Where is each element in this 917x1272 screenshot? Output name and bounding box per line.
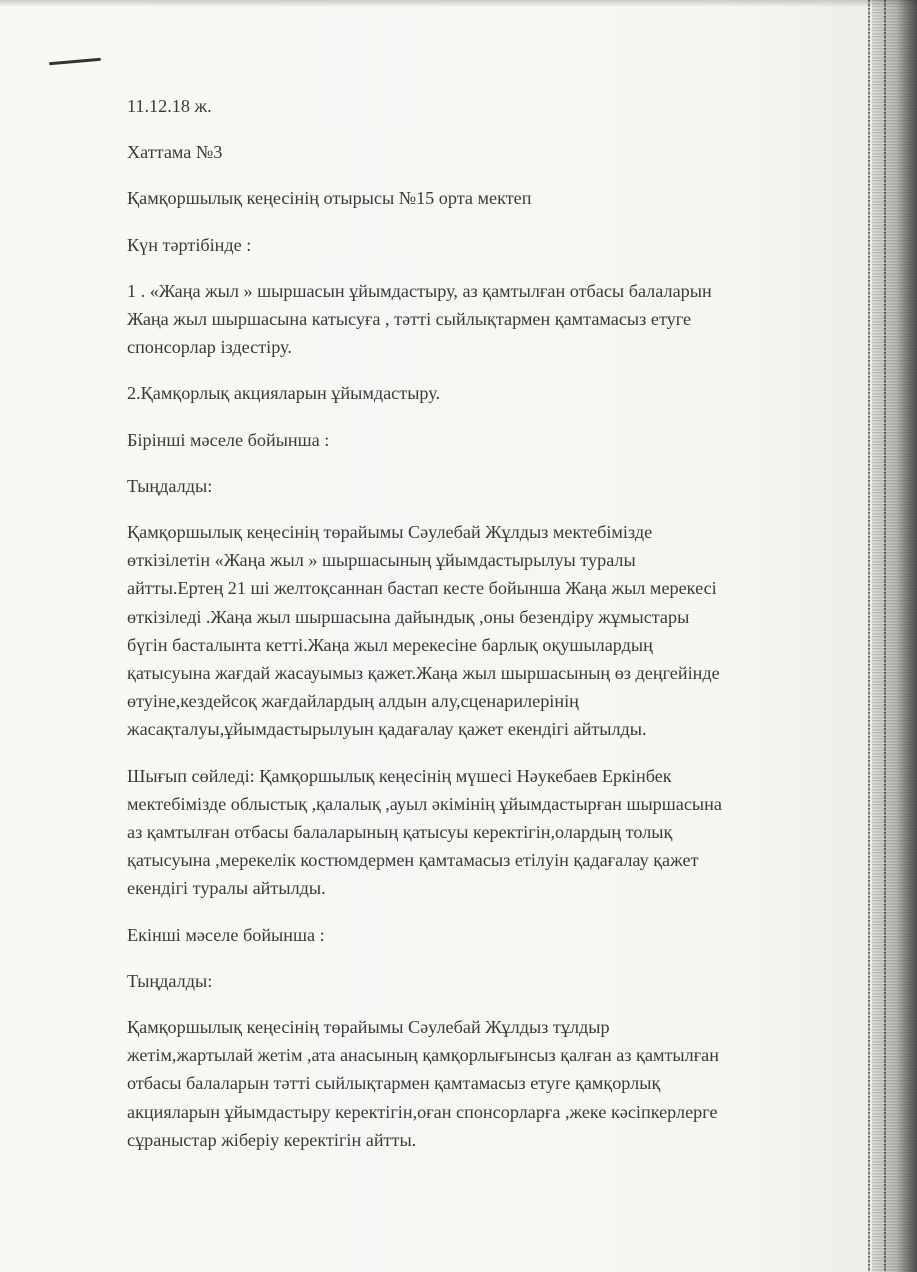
agenda-item — [127, 277, 827, 362]
meeting-title: Қамқоршылық кеңесінің отырысы №15 орта мектеп — [127, 188, 532, 209]
document-date: 11.12.18 ж. — [127, 96, 212, 116]
listened-heading: Тыңдалды: — [127, 475, 213, 496]
text-line: акцияларын ұйымдастыру керектігін,оған спонсорларға ,жеке кәсіпкерлерге — [127, 1101, 718, 1122]
pen-mark — [49, 58, 101, 66]
second-issue-heading: Екінші мәселе бойынша : — [127, 924, 325, 945]
first-issue-paragraph — [127, 518, 827, 744]
agenda-heading: Күн тәртібінде : — [127, 234, 252, 255]
text-line: Жаңа жыл шыршасына катысуға , тәтті сыйлықтармен қамтамасыз етуге — [127, 309, 692, 330]
text-line: сұраныстар жіберіу керектігін айтты. — [127, 1129, 417, 1150]
protocol-number: Хаттама №3 — [127, 142, 223, 163]
scan-edge-line — [884, 0, 886, 1272]
text-line: өтуіне,кездейсоқ жағдайлардың алдын алу,сценарилерінің — [127, 691, 579, 712]
spoke-paragraph — [127, 762, 827, 903]
text-line: 1 . «Жаңа жыл » шыршасын ұйымдастыру, аз қамтылған отбасы балаларын — [127, 280, 712, 301]
listened-heading: Тыңдалды: — [127, 970, 213, 991]
text-line: қатысуына жағдай жасауымыз қажет.Жаңа жыл шыршасының өз деңгейінде — [127, 663, 720, 684]
text-line: Шығып сөйледі: Қамқоршылық кеңесінің мүшесі Нәукебаев Еркінбек — [127, 765, 672, 786]
scan-right-edge — [872, 0, 917, 1272]
text-line: отбасы балаларын тәтті сыйлықтармен қамтамасыз етуге қамқорлық — [127, 1073, 661, 1094]
text-line: Қамқоршылық кеңесінің төрайымы Сәулебай Жұлдыз тұлдыр — [127, 1017, 610, 1038]
first-issue-heading: Бірінші мәселе бойынша : — [127, 429, 330, 450]
scan-top-edge — [0, 0, 917, 7]
text-line: мектебімізде облыстық ,қалалық ,ауыл әкімінің ұйымдастырған шыршасына — [127, 793, 722, 814]
text-line: бүгін басталынта кетті.Жаңа жыл мерекесіне барлық оқушылардың — [127, 634, 653, 655]
text-line: спонсорлар іздестіру. — [127, 337, 292, 358]
scan-edge-line — [868, 0, 870, 1272]
second-issue-paragraph — [127, 1013, 827, 1154]
text-line: аз қамтылған отбасы балаларының қатысуы керектігін,олардың толық — [127, 822, 673, 843]
text-line: Қамқоршылық кеңесінің төрайымы Сәулебай Жұлдыз мектебімізде — [127, 522, 653, 543]
text-line: екендігі туралы айтылды. — [127, 878, 326, 899]
text-line: жетім,жартылай жетім ,ата анасының қамқорлығынсыз қалған аз қамтылған — [127, 1045, 719, 1066]
text-line: 2.Қамқорлық акцияларын ұйымдастыру. — [127, 383, 441, 404]
text-line: өткізіледі .Жаңа жыл шыршасына дайындық ,оны безендіру жұмыстары — [127, 606, 690, 627]
text-line: қатысуына ,мерекелік костюмдермен қамтамасыз етілуін қадағалау қажет — [127, 850, 699, 871]
agenda-item — [127, 379, 827, 407]
text-line: өткізілетін «Жаңа жыл » шыршасының ұйымдастырылуы туралы — [127, 550, 636, 571]
text-line: жасақталуы,ұйымдастырылуын қадағалау қажет екендігі айтылды. — [127, 719, 647, 740]
document-body — [127, 92, 827, 1172]
text-line: айтты.Ертең 21 ші желтоқсаннан бастап кесте бойынша Жаңа жыл мерекесі — [127, 578, 717, 599]
